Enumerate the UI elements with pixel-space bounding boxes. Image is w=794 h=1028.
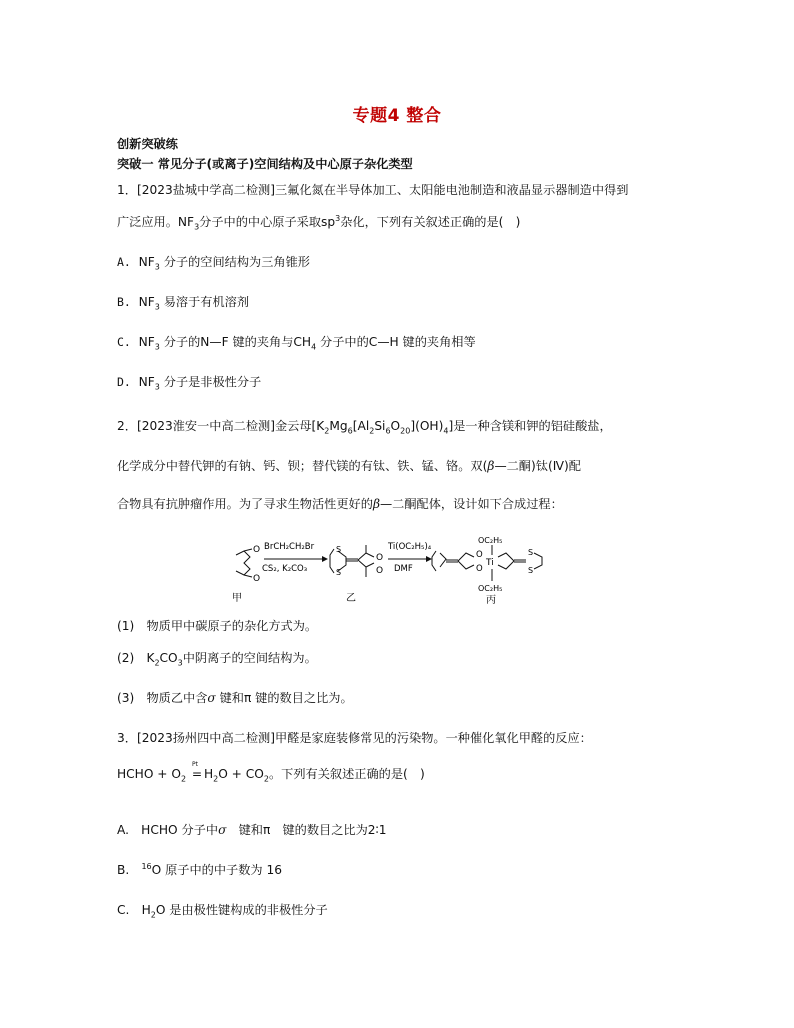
reagent1-top: BrCH₂CH₂Br: [264, 542, 315, 552]
jia-atom-o1: O: [253, 545, 261, 555]
q3-option-b: B. $^{16}$O 原子中的中子数为 16: [117, 861, 282, 877]
reagent1-bottom: CS₂, K₂CO₃: [262, 564, 308, 574]
label-yi: 乙: [346, 593, 356, 604]
compound-jia-structure: [236, 549, 252, 577]
q2-sub-3: (3) 物质乙中含σ 键和π 键的数目之比为。: [117, 691, 353, 705]
reagent2-bottom: DMF: [394, 564, 413, 574]
reaction-arrow-2-head: [426, 556, 432, 562]
synthesis-scheme: [230, 535, 560, 607]
bing-oc2h5-bottom: OC₂H₅: [478, 584, 503, 593]
yi-atom-s1: S: [336, 545, 342, 554]
q3-stem-line1: 3．[2023扬州四中高二检测]甲醛是家庭装修常见的污染物。一种催化氧化甲醛的反应：: [117, 731, 592, 745]
bing-atom-ti: Ti: [486, 558, 494, 568]
q1-option-c: C. $NF_3$ 分子的N—F 键的夹角与$CH_4$ 分子中的C—H 键的夹角相等: [117, 335, 476, 352]
q2-sub-1: (1) 物质甲中碳原子的杂化方式为。: [117, 619, 318, 633]
reagent2-top: Ti(OC₂H₅)₄: [388, 542, 432, 552]
q1-stem-line1: 1．[2023盐城中学高二检测]三氟化氮在半导体加工、太阳能电池制造和液晶显示器制造中得到: [117, 183, 629, 197]
bing-oc2h5-top: OC₂H₅: [478, 536, 503, 545]
reaction-arrow-1-head: [322, 556, 328, 562]
label-bing: 丙: [486, 595, 496, 606]
q3-equation: HCHO + $O_2$ Pt = $H_2O + CO_2$。下列有关叙述正确的是( ): [117, 766, 425, 782]
catalyst-label: Pt: [191, 761, 198, 768]
q2-stem-line2: 化学成分中替代钾的有钠、钙、钡；替代镁的有钛、铁、锰、铬。双(β—二酮)钛(Ⅳ)配: [117, 459, 581, 473]
q1-stem-line2: 广泛应用。$NF_3$分子中的中心原子采取$sp^3$杂化，下列有关叙述正确的是( ): [117, 213, 521, 232]
bing-atom-o1: O: [476, 550, 483, 560]
bing-atom-s1: S: [528, 548, 534, 557]
bing-atom-o2: O: [476, 564, 483, 574]
subsection-heading: 突破一 常见分子(或离子)空间结构及中心原子杂化类型: [117, 157, 413, 171]
jia-atom-o2: O: [253, 574, 261, 584]
label-jia: 甲: [232, 593, 242, 604]
q2-stem-line1: 2．[2023淮安一中高二检测]金云母$[K_2Mg_6[Al_2Si_6O_{20}](OH)_4]$是一种含镁和钾的铝硅酸盐，: [117, 419, 612, 436]
q2-stem-line3: 合物具有抗肿瘤作用。为了寻求生物活性更好的β—二酮配体，设计如下合成过程：: [117, 497, 563, 511]
yi-atom-s2: S: [336, 568, 342, 577]
yi-atom-o2: O: [376, 566, 384, 576]
page-title: 专题4 整合: [352, 106, 442, 126]
section-heading: 创新突破练: [117, 137, 178, 151]
yi-atom-o1: O: [376, 553, 384, 563]
q2-sub-2: (2) $K_2CO_3$中阴离子的空间结构为。: [117, 651, 317, 668]
bing-atom-s2: S: [528, 566, 534, 575]
q1-option-a: A. $NF_3$ 分子的空间结构为三角锥形: [117, 255, 310, 272]
q3-option-c: C. $H_2O$ 是由极性键构成的非极性分子: [117, 903, 328, 920]
q3-option-a: A. HCHO 分子中σ 键和π 键的数目之比为2∶1: [117, 823, 387, 837]
q1-option-b: B. $NF_3$ 易溶于有机溶剂: [117, 295, 250, 312]
q1-option-d: D. $NF_3$ 分子是非极性分子: [117, 375, 262, 392]
